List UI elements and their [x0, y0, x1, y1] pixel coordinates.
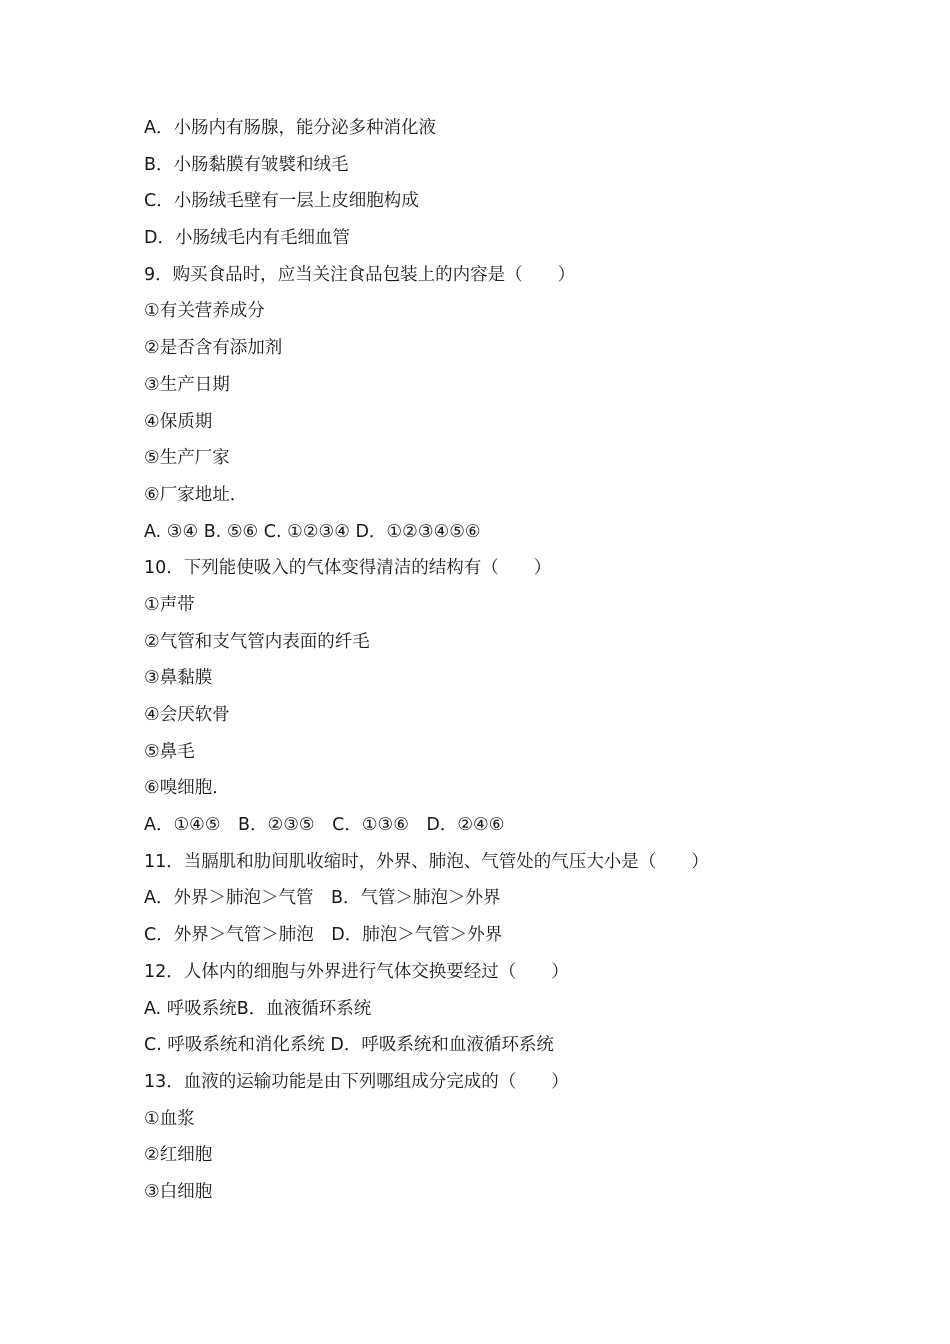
q8-option-b: B．小肠黏膜有皱襞和绒毛	[144, 154, 349, 175]
q10-item-4: ④会厌软骨	[144, 705, 230, 725]
q9-item-2: ②是否含有添加剂	[144, 338, 283, 359]
q9-options: A. ③④ B. ⑤⑥ C. ①②③④ D．①②③④⑤⑥	[144, 521, 481, 542]
q13-item-2: ②红细胞	[144, 1145, 213, 1166]
q9-item-1: ①有关营养成分	[144, 301, 265, 322]
q10-stem: 10．下列能使吸入的气体变得清洁的结构有（ ）	[144, 558, 552, 579]
question-text-block	[144, 110, 844, 1211]
q10-options: A．①④⑤ B．②③⑤ C．①③⑥ D．②④⑥	[144, 815, 505, 836]
q11-stem: 11．当膈肌和肋间肌收缩时，外界、肺泡、气管处的气压大小是（ ）	[144, 851, 709, 872]
q9-item-4: ④保质期	[144, 411, 213, 432]
q9-item-3: ③生产日期	[144, 374, 230, 395]
q13-item-1: ①血浆	[144, 1108, 195, 1129]
q10-item-5: ⑤鼻毛	[144, 741, 195, 762]
q10-item-6: ⑥嗅细胞．	[144, 778, 230, 799]
q10-item-1: ①声带	[144, 594, 195, 615]
q8-option-a: A．小肠内有肠腺，能分泌多种消化液	[144, 118, 436, 138]
q9-item-6: ⑥厂家地址．	[144, 484, 248, 505]
q11-options-cd: C．外界＞气管＞肺泡 D．肺泡＞气管＞外界	[144, 925, 503, 946]
q9-item-5: ⑤生产厂家	[144, 448, 230, 469]
q12-stem: 12．人体内的细胞与外界进行气体交换要经过（ ）	[144, 961, 569, 982]
q8-option-d: D．小肠绒毛内有毛细血管	[144, 228, 350, 249]
q12-options-ab: A. 呼吸系统B．血液循环系统	[144, 998, 372, 1019]
q9-stem: 9．购买食品时，应当关注食品包装上的内容是（ ）	[144, 264, 576, 285]
q8-option-c: C．小肠绒毛壁有一层上皮细胞构成	[144, 191, 419, 212]
q13-stem: 13．血液的运输功能是由下列哪组成分完成的（ ）	[144, 1071, 569, 1092]
q10-item-3: ③鼻黏膜	[144, 668, 213, 689]
q10-item-2: ②气管和支气管内表面的纤毛	[144, 631, 370, 652]
q11-options-ab: A．外界＞肺泡＞气管 B．气管＞肺泡＞外界	[144, 888, 501, 909]
q12-options-cd: C. 呼吸系统和消化系统 D．呼吸系统和血液循环系统	[144, 1035, 554, 1056]
q13-item-3: ③白细胞	[144, 1181, 213, 1202]
